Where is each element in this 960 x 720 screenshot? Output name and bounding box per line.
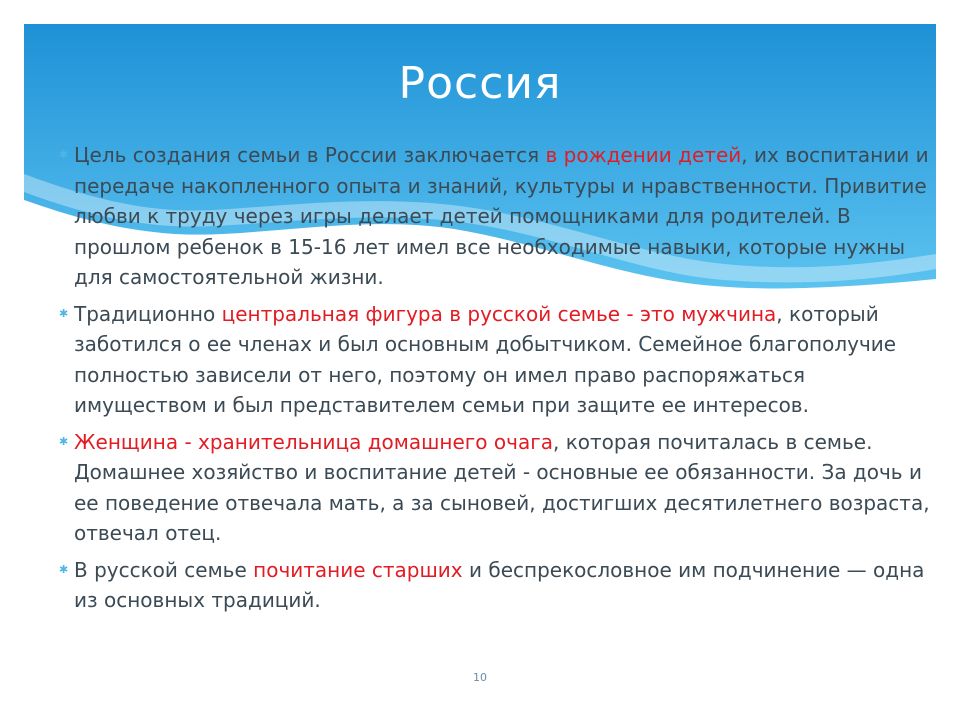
paragraph-text: Цель создания семьи в России заключается	[74, 143, 546, 167]
paragraph-text: , которая почиталась в семье. Домашнее хозяйство и воспитание детей - основные ее обязанности. За дочь и ее поведение отвечала мать, а за сыновей, достигших десятилетнего возраста, отвечал отец.	[74, 429, 930, 545]
paragraph-text: , который заботился о ее членах и был основным добытчиком. Семейное благополучие полностью зависели от него, поэтому он имел право распоряжаться имуществом и был представителем семьи при защите ее интересов.	[74, 301, 897, 417]
bullet-paragraph	[60, 299, 940, 421]
slide-body	[60, 140, 940, 622]
asterisk-bullet-icon: ✱	[59, 148, 69, 161]
paragraph-text: Традиционно	[74, 301, 222, 326]
highlighted-text: почитание старших	[253, 557, 463, 582]
bullet-paragraph	[60, 427, 940, 549]
asterisk-bullet-icon: ✱	[59, 434, 69, 448]
highlighted-text: в рождении детей	[545, 143, 742, 167]
paragraph-text: В русской семье	[74, 557, 254, 582]
highlighted-text: центральная фигура в русской семье - это мужчина	[221, 301, 777, 326]
page-number: 10	[473, 671, 487, 684]
slide-title: Россия	[398, 58, 562, 109]
bullet-paragraph	[60, 140, 940, 293]
paragraph-text: и беспрекословное им подчинение — одна из основных традиций.	[74, 557, 925, 612]
highlighted-text: Женщина - хранительница домашнего очага	[74, 429, 553, 454]
asterisk-bullet-icon: ✱	[59, 306, 69, 320]
bullet-paragraph	[60, 555, 940, 616]
paragraph-text: , их воспитании и передаче накопленного опыта и знаний, культуры и нравственности. Привитие любви к труду через игры делает детей помощниками для родителей. В прошлом ребенок в 15-16 лет имел все необходимые навыки, которые нужны для самостоятельной жизни.	[74, 143, 929, 289]
asterisk-bullet-icon: ✱	[59, 562, 69, 576]
